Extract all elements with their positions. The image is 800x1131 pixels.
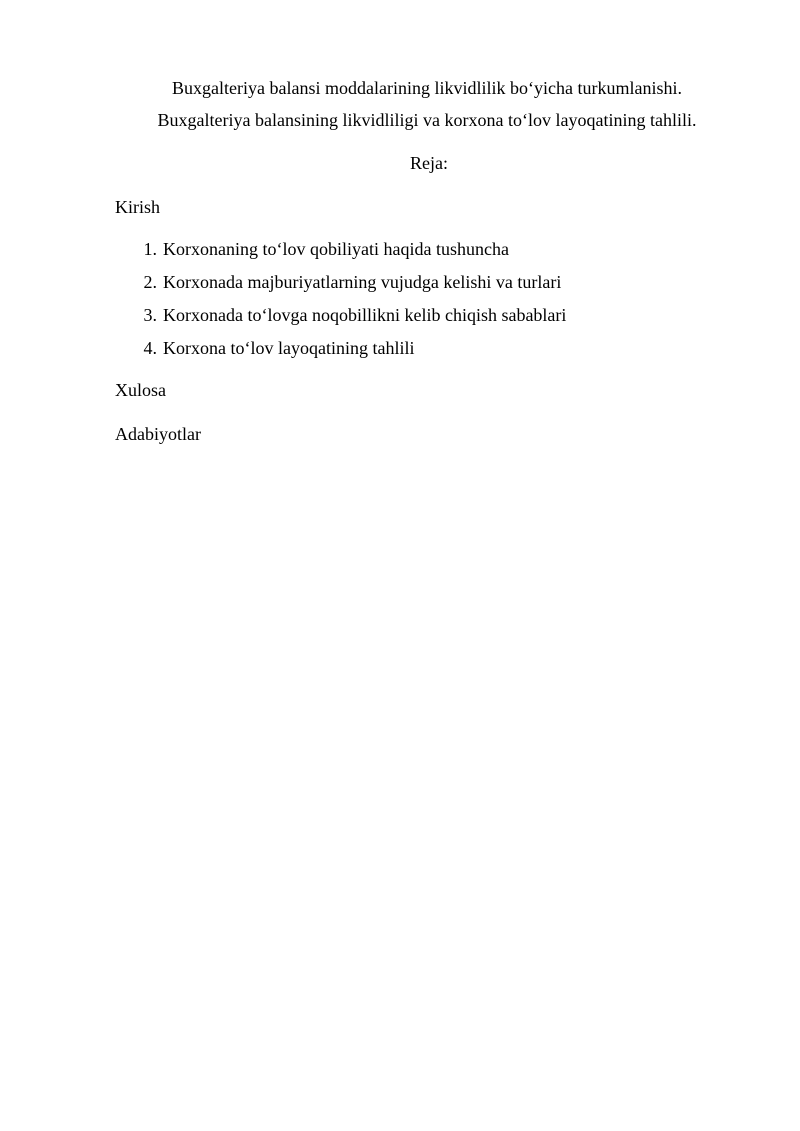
plan-item-text: Korxonada to‘lovga noqobillikni kelib chiqish sabablari: [163, 305, 567, 325]
plan-heading: Reja:: [410, 153, 448, 173]
references-section-label: Adabiyotlar: [115, 424, 201, 444]
plan-list-item: [115, 338, 566, 371]
plan-item-number: 3.: [143, 305, 157, 325]
document-title-line-1: Buxgalteriya balansi moddalarining likvidlilik bo‘yicha turkumlanishi.: [172, 78, 682, 98]
plan-item-number: 2.: [143, 272, 157, 292]
plan-list-item: [115, 305, 566, 338]
plan-item-number: 1.: [143, 239, 157, 259]
document-title-line-2: Buxgalteriya balansining likvidliligi va korxona to‘lov layoqatining tahlili.: [157, 110, 697, 130]
plan-item-text: Korxonaning to‘lov qobiliyati haqida tushuncha: [163, 239, 509, 259]
plan-item-number: 4.: [143, 338, 157, 358]
plan-list-item: [115, 239, 566, 272]
plan-list-item: [115, 272, 566, 305]
plan-item-text: Korxona to‘lov layoqatining tahlili: [163, 338, 415, 358]
conclusion-section-label: Xulosa: [115, 380, 166, 400]
plan-item-text: Korxonada majburiyatlarning vujudga kelishi va turlari: [163, 272, 562, 292]
intro-section-label: Kirish: [115, 197, 160, 217]
plan-list: [115, 239, 566, 371]
